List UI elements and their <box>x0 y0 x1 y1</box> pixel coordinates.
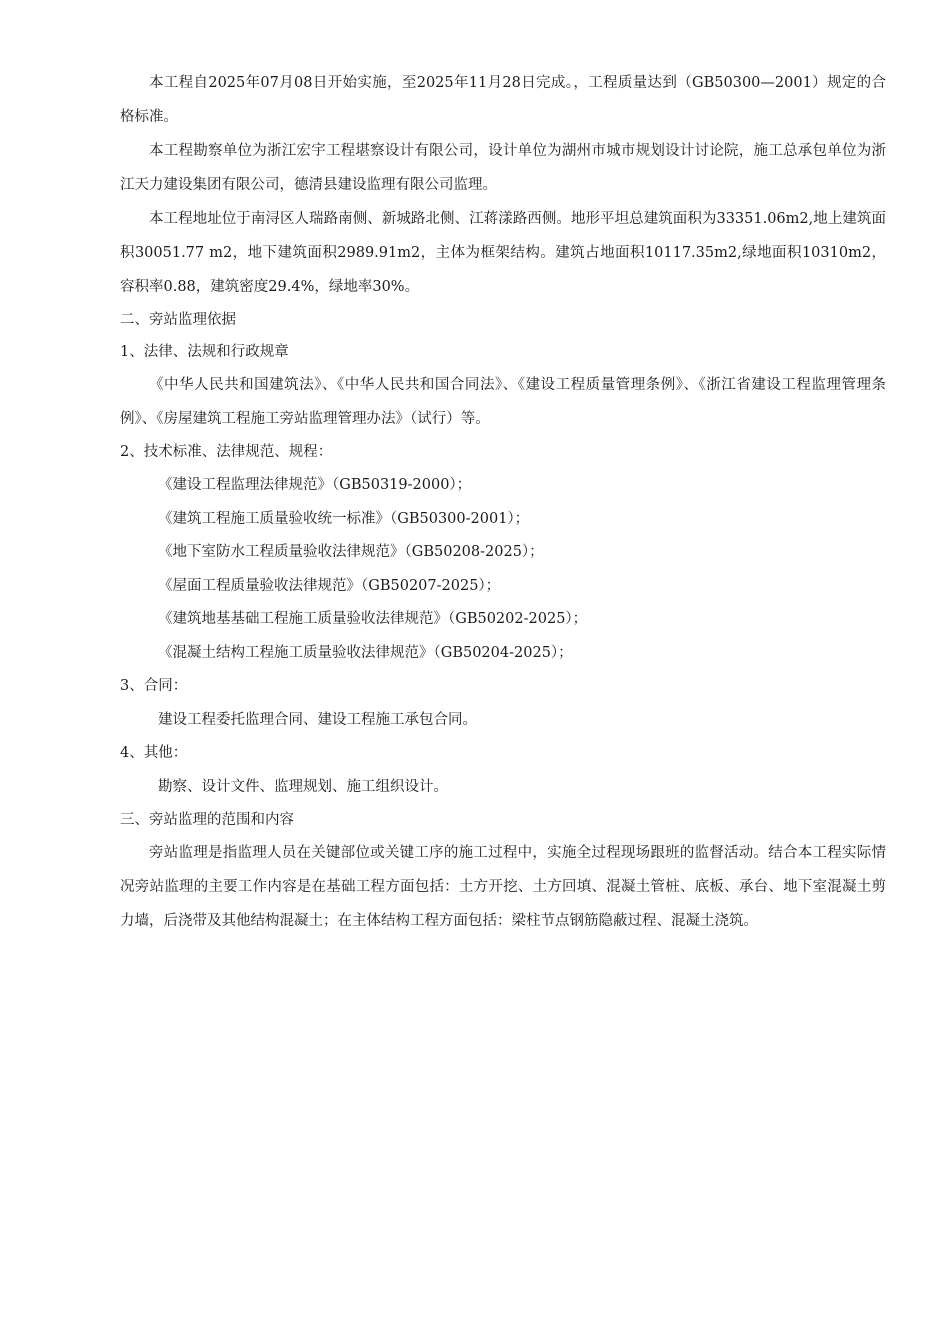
document-page <box>120 66 886 938</box>
standard-item: 《建筑地基基础工程施工质量验收法律规范》（GB50202-2025）； <box>158 611 588 627</box>
contract-text: 建设工程委托监理合同、建设工程施工承包合同。 <box>158 712 477 728</box>
section-heading-basis: 二、旁站监理依据 <box>120 312 236 328</box>
section-heading-scope: 三、旁站监理的范围和内容 <box>120 812 294 828</box>
standard-item: 《地下室防水工程质量验收法律规范》（GB50208-2025）； <box>158 544 544 560</box>
subheading-contract: 3、合同： <box>120 678 188 694</box>
intro-paragraph-schedule: 本工程自2025年07月08日开始实施，至2025年11月28日完成。，工程质量达到（GB50300—2001）规定的合格标准。 <box>120 75 886 125</box>
scope-paragraph: 旁站监理是指监理人员在关键部位或关键工序的施工过程中，实施全过程现场跟班的监督活动。结合本工程实际情况旁站监理的主要工作内容是在基础工程方面包括：土方开挖、土方回填、混凝土管桩、底板、承台、地下室混凝土剪力墙，后浇带及其他结构混凝土；在主体结构工程方面包括：梁柱节点钢筋隐蔽过程、混凝土浇筑。 <box>120 845 886 929</box>
standard-item: 《建筑工程施工质量验收统一标准》（GB50300-2001）； <box>158 510 530 527</box>
standard-item: 《混凝土结构工程施工质量验收法律规范》（GB50204-2025）； <box>158 644 573 661</box>
other-text: 勘察、设计文件、监理规划、施工组织设计。 <box>158 779 448 795</box>
standard-item: 《屋面工程质量验收法律规范》（GB50207-2025）； <box>158 577 501 594</box>
laws-paragraph: 《中华人民共和国建筑法》、《中华人民共和国合同法》、《建设工程质量管理条例》、《浙江省建设工程监理管理条例》、《房屋建筑工程施工旁站监理管理办法》（试行）等。 <box>120 377 886 427</box>
subheading-other: 4、其他： <box>120 745 188 761</box>
subheading-standards: 2、技术标准、法律规范、规程： <box>120 444 333 460</box>
intro-paragraph-units: 本工程勘察单位为浙江宏宇工程堪察设计有限公司，设计单位为湖州市城市规划设计讨论院，施工总承包单位为浙江天力建设集团有限公司，德清县建设监理有限公司监理。 <box>120 143 886 193</box>
intro-paragraph-site: 本工程地址位于南浔区人瑞路南侧、新城路北侧、江蒋漾路西侧。地形平坦总建筑面积为33351.06m2,地上建筑面积30051.77 m2，地下建筑面积2989.91m2，主体为框架结构。建筑占地面积10117.35m2,绿地面积10310m2，容积率0.88，建筑密度29.4%，绿地率30%。 <box>120 211 886 295</box>
standards-list <box>120 469 886 670</box>
subheading-laws: 1、法律、法规和行政规章 <box>120 344 289 360</box>
standard-item: 《建设工程监理法律规范》（GB50319-2000）； <box>158 477 472 493</box>
